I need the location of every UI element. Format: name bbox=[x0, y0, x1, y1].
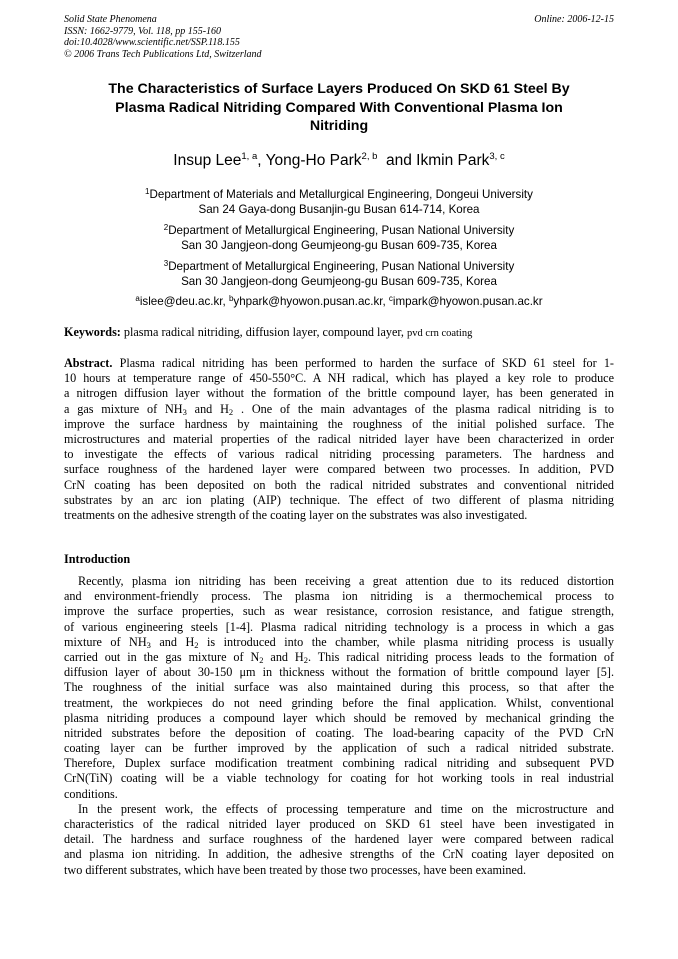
keywords-text: plasma radical nitriding, diffusion layer, compound layer, bbox=[123, 325, 404, 339]
affiliation-department: Department of Metallurgical Engineering, Pusan National University bbox=[168, 224, 515, 237]
abstract-text: and H bbox=[186, 401, 229, 416]
body-text: is introduced into the chamber, while plasma nitriding process is usually bbox=[198, 634, 615, 649]
abstract-text: Plasma radical nitriding has been performed to harden the surface of SKD 61 steel for 1- bbox=[119, 356, 614, 370]
journal-header bbox=[64, 14, 262, 60]
body-line: Recently, plasma ion nitriding has been receiving a great attention due to its reduced distortion bbox=[78, 574, 614, 588]
subscript: 2 bbox=[303, 654, 308, 665]
title-line: Nitriding bbox=[309, 118, 369, 134]
subscript: 2 bbox=[228, 406, 234, 417]
email-mark: a bbox=[135, 294, 140, 303]
abstract-line: improve the surface hardness by maintaining the roughness of the initial polished surface. The bbox=[64, 416, 614, 431]
body-text: . This radical nitriding process leads to the formation of bbox=[308, 649, 615, 664]
author-affiliation-mark: 1, a bbox=[241, 151, 258, 162]
affiliation-department: Department of Metallurgical Engineering, Pusan National University bbox=[168, 260, 515, 273]
body-line: Therefore, Duplex surface modification treatment combining radical nitriding and subsequent PVD bbox=[64, 756, 614, 771]
online-date: Online: 2006-12-15 bbox=[534, 14, 614, 25]
abstract-line: a nitrogen diffusion layer without the formation of the brittle compound layer, has been generated in bbox=[64, 386, 614, 401]
affiliation-number: 1 bbox=[145, 187, 150, 196]
body-line: In the present work, the effects of processing temperature and time on the microstructure and bbox=[78, 801, 614, 816]
author-name: Ikmin Park bbox=[416, 152, 490, 169]
body-line: conditions. bbox=[64, 786, 118, 801]
journal-copyright: © 2006 Trans Tech Publications Ltd, Switzerland bbox=[64, 48, 262, 60]
body-line: and environment-friendly process. The plasma ion nitriding is a thermochemical process to bbox=[64, 589, 614, 604]
email-link[interactable]: islee@deu.ac.kr bbox=[139, 295, 223, 308]
body-text: carried out in the gas mixture of N bbox=[64, 649, 260, 664]
abstract-line: 10 hours at temperature range of 450-550°C. A NH radical, which has played a key role to produce bbox=[64, 371, 614, 386]
abstract-line bbox=[64, 356, 614, 371]
body-line: diffusion layer of about 30-150 μm in thickness without the formation of brittle compound layer [5]. bbox=[64, 665, 614, 680]
affiliation-1 bbox=[64, 188, 614, 217]
title-line: Plasma Radical Nitriding Compared With Conventional Plasma Ion bbox=[115, 99, 563, 116]
subscript: 2 bbox=[259, 654, 264, 665]
body-line: The roughness of the initial surface was also maintained during this process, so that after the bbox=[64, 680, 614, 695]
body-line bbox=[64, 650, 614, 665]
affiliation-address: San 30 Jangjeon-dong Geumjeong-gu Busan 609-735, Korea bbox=[181, 274, 497, 288]
introduction-body bbox=[64, 574, 614, 878]
body-line bbox=[64, 635, 614, 650]
author-affiliation-mark: 2, b bbox=[361, 151, 378, 162]
abstract-line: substrates by an arc ion plating (AIP) technique. The effect of two different of plasma nitriding bbox=[64, 492, 614, 507]
body-line: two different substrates, which have been treated by those two processes, have been examined. bbox=[64, 862, 527, 877]
abstract bbox=[64, 356, 614, 523]
affiliation-number: 2 bbox=[163, 223, 169, 232]
body-text: mixture of NH bbox=[64, 634, 147, 649]
body-line: CrN(TiN) coating will be a viable technology for coating for hot working tools in real industrial bbox=[64, 771, 614, 786]
email-link[interactable]: impark@hyowon.pusan.ac.kr bbox=[392, 295, 543, 308]
abstract-text: a gas mixture of NH bbox=[64, 401, 183, 416]
body-line: of various engineering steels [1-4]. Plasma radical nitriding technology is a process in which a gas bbox=[64, 619, 614, 634]
body-line: improve the surface properties, such as wear resistance, corrosion resistance, and fatigue strength, bbox=[64, 604, 614, 619]
keywords-text-small: pvd crn coating bbox=[407, 328, 473, 339]
body-line: detail. The hardness and surface roughness of the hardened layer were compared between radical bbox=[64, 832, 614, 847]
body-line: treatment, the workpieces do not need grinding before the final application. Whilst, conventional bbox=[64, 695, 614, 710]
abstract-line: CrN coating has been deposited on both the radical nitrided substrates and conventional nitrided bbox=[64, 477, 614, 492]
paper-title bbox=[64, 80, 614, 136]
journal-doi[interactable]: doi:10.4028/www.scientific.net/SSP.118.155 bbox=[64, 37, 240, 48]
affiliation-address: San 24 Gaya-dong Busanjin-gu Busan 614-714, Korea bbox=[198, 202, 480, 216]
body-text: and H bbox=[263, 649, 304, 664]
subscript: 3 bbox=[182, 406, 187, 417]
body-line: characteristics of the radical nitrided layer produced on SKD 61 steel have been investigated in bbox=[64, 817, 614, 831]
affiliation-address: San 30 Jangjeon-dong Geumjeong-gu Busan 609-735, Korea bbox=[181, 238, 497, 252]
affiliation-2 bbox=[64, 224, 614, 253]
abstract-line: surface roughness of the hardened layer were compared between two processes. In addition, PVD bbox=[64, 462, 614, 477]
subscript: 2 bbox=[194, 639, 199, 650]
keywords-label: Keywords: bbox=[64, 325, 121, 339]
email-mark: c bbox=[388, 294, 393, 303]
abstract-line bbox=[64, 402, 614, 417]
body-text: and H bbox=[150, 634, 195, 649]
affiliation-3 bbox=[64, 260, 614, 289]
author-name: Yong-Ho Park bbox=[265, 152, 362, 169]
author-emails: $^a$islee@deu.ac.kr, $^b$yhpark@hyowon.pusan.ac.kr, $^c$impark@hyowon.pusan.ac.kr bbox=[135, 294, 543, 308]
journal-name: Solid State Phenomena bbox=[64, 14, 157, 25]
author-affiliation-mark: 3, c bbox=[489, 151, 505, 162]
body-line: plasma nitriding produces a compound layer which should be removed by mechanical grinding the bbox=[64, 710, 614, 725]
abstract-line: treatments on the adhesive strength of the coating layer on the substrates was also investigated. bbox=[64, 507, 528, 522]
abstract-label: Abstract. bbox=[64, 356, 113, 370]
journal-issn: ISSN: 1662-9779, Vol. 118, pp 155-160 bbox=[64, 25, 222, 37]
affiliation-department: Department of Materials and Metallurgical Engineering, Dongeui University bbox=[149, 188, 533, 201]
affiliation-number: 3 bbox=[163, 259, 169, 268]
email-link[interactable]: yhpark@hyowon.pusan.ac.kr bbox=[233, 295, 383, 308]
title-line: The Characteristics of Surface Layers Produced On SKD 61 Steel By bbox=[108, 81, 570, 97]
keywords bbox=[64, 325, 614, 341]
email-mark: b bbox=[228, 294, 234, 303]
subscript: 3 bbox=[146, 639, 151, 650]
body-line: and plasma ion nitriding. In addition, the adhesive strengths of the CrN coating layer deposited on bbox=[64, 847, 614, 862]
body-line: nitrided substrates before the deposition of coating. The load-bearing capacity of the PVD CrN bbox=[64, 725, 614, 740]
abstract-line: to investigate the effects of various radical nitriding processing parameters. The hardness and bbox=[64, 447, 614, 462]
author-list: Insup Lee$^{1, a}$, Yong-Ho Park$^{2, b}$ and Ikmin Park$^{3, c}$ bbox=[173, 151, 505, 169]
body-line: coating layer can be further improved by the application of such a radical nitrided substrate. bbox=[64, 741, 614, 756]
abstract-text: . One of the main advantages of the plasma radical nitriding is to bbox=[233, 401, 614, 416]
section-heading-introduction: Introduction bbox=[64, 552, 131, 566]
abstract-line: microstructures and material properties of the radical nitrided layer have been characterized in order bbox=[64, 431, 614, 446]
author-name: Insup Lee bbox=[173, 152, 242, 169]
